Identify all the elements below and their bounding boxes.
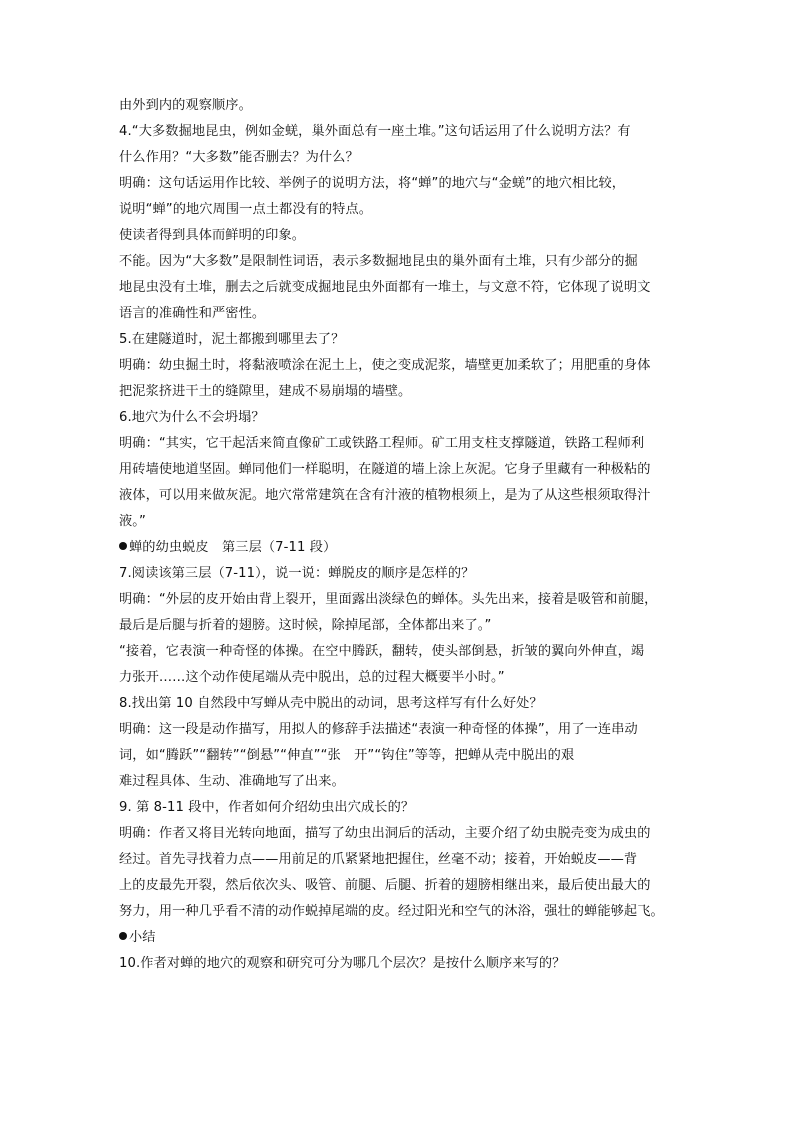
text-line: 经过。首先寻找着力点——用前足的爪紧紧地把握住，丝毫不动；接着，开始蜕皮——背 <box>119 852 638 867</box>
question-9: 9. 第 8-11 段中，作者如何介绍幼虫出穴成长的？ <box>119 800 415 815</box>
answer-8: 明确：这一段是动作描写，用拟人的修辞手法描述“表演一种奇怪的体操”，用了一连串动 <box>119 722 638 737</box>
answer-7: 明确：“外层的皮开始由背上裂开，里面露出淡绿色的蝉体。头先出来，接着是吸管和前腿， <box>119 592 658 607</box>
text-line: 不能。因为“大多数”是限制性词语，表示多数掘地昆虫的巢外面有土堆，只有少部分的掘 <box>119 254 638 269</box>
document-body <box>119 93 679 977</box>
text-line: 把泥浆挤进干土的缝隙里，建成不易崩塌的墙壁。 <box>119 384 412 399</box>
question-10: 10.作者对蝉的地穴的观察和研究可分为哪几个层次？是按什么顺序来写的？ <box>119 956 566 971</box>
question-4: 4.“大多数掘地昆虫，例如金蜣，巢外面总有一座土堆。”这句话运用了什么说明方法？有 <box>119 124 631 139</box>
text-line: 液。” <box>119 514 146 529</box>
bullet-icon <box>119 542 127 550</box>
answer-4: 明确：这句话运用作比较、举例子的说明方法，将“蝉”的地穴与“金蜣”的地穴相比较， <box>119 176 626 191</box>
section-heading-text: 蝉的幼虫蜕皮 第三层（7-11 段） <box>129 540 337 555</box>
text-line: 什么作用？“大多数”能否删去？为什么？ <box>119 150 359 165</box>
text-line: 上的皮最先开裂，然后依次头、吸管、前腿、后腿、折着的翅膀相继出来，最后使出最大的 <box>119 878 651 893</box>
section-heading-third-layer <box>119 535 679 561</box>
answer-5: 明确：幼虫掘土时，将黏液喷涂在泥土上，使之变成泥浆，墙壁更加柔软了；用肥重的身体 <box>119 358 651 373</box>
text-line: 地昆虫没有土堆，删去之后就变成掘地昆虫外面都有一堆土，与文意不符，它体现了说明文 <box>119 280 651 295</box>
question-7: 7.阅读该第三层（7-11），说一说：蝉脱皮的顺序是怎样的？ <box>119 566 475 581</box>
question-5: 5.在建隧道时，泥土都搬到哪里去了？ <box>119 332 345 347</box>
question-6: 6.地穴为什么不会坍塌？ <box>119 410 265 425</box>
text-line: 难过程具体、生动、准确地写了出来。 <box>119 774 345 789</box>
question-8: 8.找出第 10 自然段中写蝉从壳中脱出的动词，思考这样写有什么好处？ <box>119 696 543 711</box>
text-line: 努力，用一种几乎看不清的动作蜕掉尾端的皮。经过阳光和空气的沐浴，强壮的蝉能够起飞。 <box>119 904 664 919</box>
text-line: 力张开……这个动作使尾端从壳中脱出，总的过程大概要半小时。” <box>119 670 505 685</box>
text-line: 最后是后腿与折着的翅膀。这时候，除掉尾部，全体都出来了。” <box>119 618 492 633</box>
bullet-icon <box>119 932 127 940</box>
text-line: 由外到内的观察顺序。 <box>119 98 252 113</box>
section-heading-text: 小结 <box>129 930 156 945</box>
answer-6: 明确：“其实，它干起活来简直像矿工或铁路工程师。矿工用支柱支撑隧道，铁路工程师利 <box>119 436 645 451</box>
text-line: 说明“蝉”的地穴周围一点土都没有的特点。 <box>119 202 373 217</box>
section-heading-summary <box>119 925 679 951</box>
text-line: 液体，可以用来做灰泥。地穴常常建筑在含有汁液的植物根须上，是为了从这些根须取得汁 <box>119 488 651 503</box>
text-line: “接着，它表演一种奇怪的体操。在空中腾跃，翻转，使头部倒悬，折皱的翼向外伸直，竭 <box>119 644 645 659</box>
text-line: 用砖墙使地道坚固。蝉同他们一样聪明，在隧道的墙上涂上灰泥。它身子里藏有一种极粘的 <box>119 462 651 477</box>
text-line: 使读者得到具体而鲜明的印象。 <box>119 228 306 243</box>
text-line: 词，如“腾跃”“翻转”“倒悬”“伸直”“张 开”“钩住”等等，把蝉从壳中脱出的艰 <box>119 748 575 763</box>
answer-9: 明确：作者又将目光转向地面，描写了幼虫出洞后的活动，主要介绍了幼虫脱壳变为成虫的 <box>119 826 651 841</box>
text-line: 语言的准确性和严密性。 <box>119 306 266 321</box>
